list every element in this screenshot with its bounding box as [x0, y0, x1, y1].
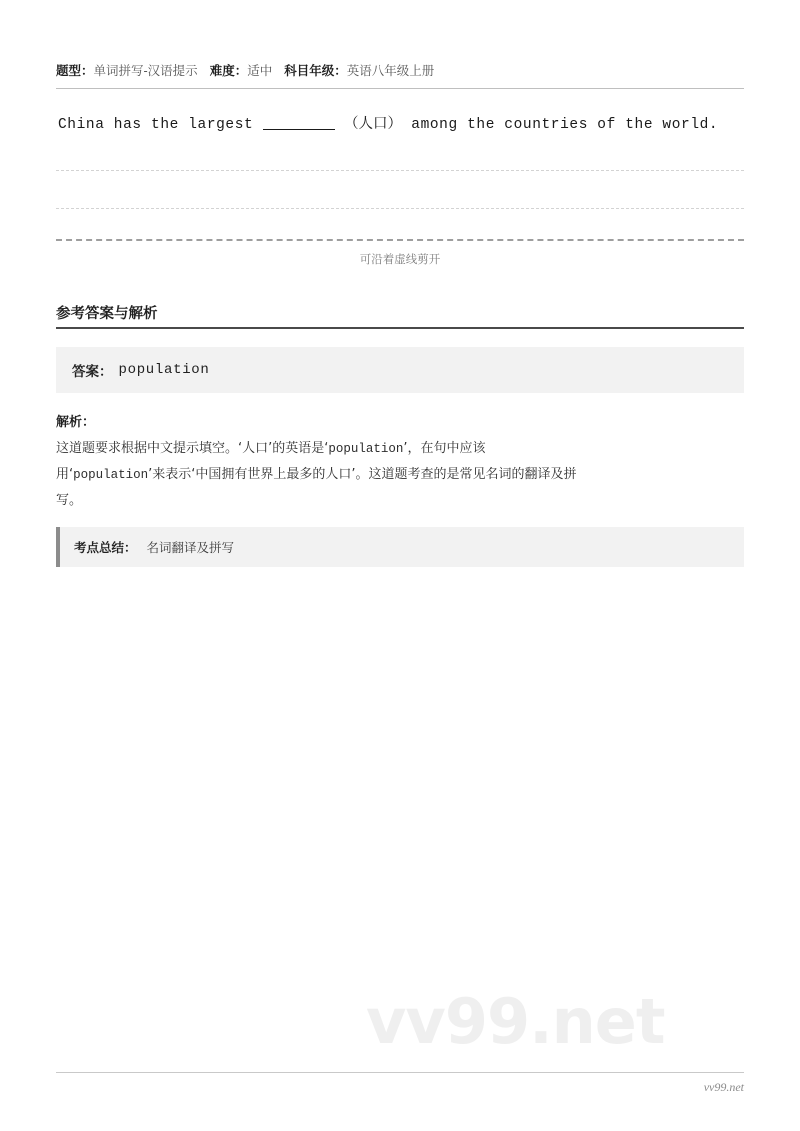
cut-note: 可沿着虚线剪开 — [359, 252, 441, 266]
answer-value: population — [118, 362, 210, 378]
meta-type-label: 题型： — [56, 64, 94, 78]
analysis-line1-b: ’，在句中应该 — [403, 441, 486, 456]
keypoint-label: 考点总结： — [74, 540, 137, 555]
question-meta — [56, 62, 744, 80]
meta-divider — [56, 88, 744, 89]
answer-label: 答案： — [72, 364, 113, 380]
footer-divider — [56, 1072, 744, 1073]
keypoint-box — [56, 527, 744, 567]
analysis-line1-term: population — [328, 442, 404, 456]
answer-section-divider — [56, 327, 744, 329]
analysis-body — [56, 436, 746, 513]
keypoint-value: 名词翻译及拼写 — [146, 540, 235, 555]
writing-line — [56, 170, 744, 171]
analysis-label: 解析： — [56, 415, 96, 430]
analysis-line2-term: population — [73, 468, 149, 482]
answer-section-title: 参考答案与解析 — [56, 306, 158, 322]
meta-subject-value: 英语八年级上册 — [346, 64, 435, 78]
analysis-line2-a: 用‘ — [56, 467, 74, 482]
answer-blank — [263, 129, 335, 130]
meta-subject-label: 科目年级： — [284, 64, 347, 78]
answer-box — [56, 347, 744, 393]
analysis-line1-a: 这道题要求根据中文提示填空。‘人口’的英语是‘ — [56, 441, 329, 456]
footer-text: vv99.net — [703, 1080, 744, 1094]
question-text-after: among the countries of the world. — [411, 117, 719, 133]
meta-difficulty-value: 适中 — [247, 64, 273, 78]
analysis-line3: 写。 — [56, 493, 83, 508]
question-chinese-hint: （人口） — [343, 116, 402, 132]
question-text — [58, 112, 748, 137]
question-text-before: China has the largest — [58, 117, 254, 133]
meta-difficulty-label: 难度： — [209, 64, 248, 78]
cut-divider — [56, 239, 744, 241]
analysis-line2-b: ’来表示‘中国拥有世界上最多的人口’。这道题考查的是常见名词的翻译及拼 — [148, 467, 577, 482]
meta-type-value: 单词拼写-汉语提示 — [93, 64, 198, 78]
watermark: vv99.net — [366, 985, 665, 1058]
writing-line — [56, 208, 744, 209]
